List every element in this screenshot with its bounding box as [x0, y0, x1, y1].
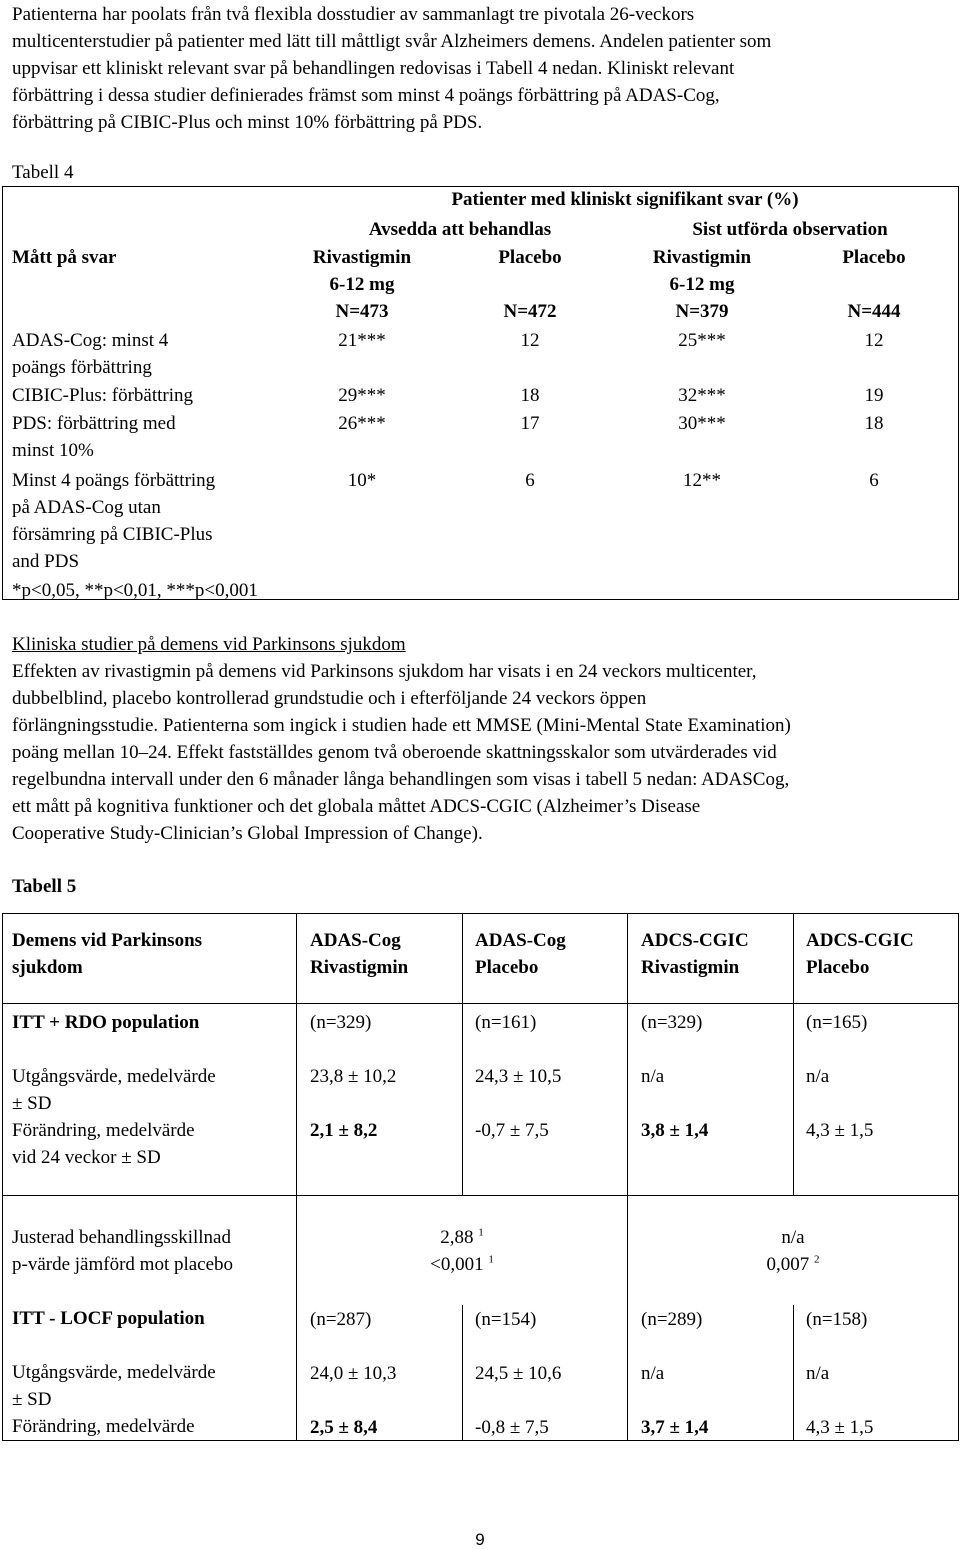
- text-line: regelbundna intervall under den 6 månader långa behandlingen som visas i tabell 5 nedan: ADASCog,: [12, 769, 790, 790]
- table5-header: Demens vid Parkinsons sjukdom: [12, 930, 203, 978]
- table4-cell: 25***: [678, 330, 726, 351]
- table4-cell: 32***: [678, 385, 726, 406]
- table5-cell: 23,8 ± 10,2: [310, 1066, 397, 1087]
- table4-cell: 10*: [347, 470, 377, 491]
- table4-col-placebo-locf: Placebo N=444: [842, 247, 906, 322]
- text-line: dubbelblind, placebo kontrollerad grundstudie och i efterföljande 24 veckors öppen: [12, 688, 647, 709]
- section-heading: Kliniska studier på demens vid Parkinsons sjukdom: [12, 634, 406, 655]
- table5-cell: 24,3 ± 10,5: [475, 1066, 562, 1087]
- table4-cell: 6: [525, 470, 535, 491]
- page-number: 9: [475, 1530, 485, 1549]
- table4-cell: 21***: [338, 330, 386, 351]
- table4-row-label: CIBIC-Plus: förbättring: [12, 385, 194, 406]
- table4-row-label: ADAS-Cog: minst 4 poängs förbättring: [12, 330, 169, 378]
- table5-cell: (n=165): [806, 1012, 868, 1033]
- intro-paragraph: [12, 1, 952, 136]
- table5-right-border: [958, 913, 959, 1441]
- table5-cell: (n=329): [310, 1012, 372, 1033]
- table5-left-border: [2, 913, 3, 1441]
- text-line: förbättring i dessa studier definierades främst som minst 4 poängs förbättring på ADAS-Cog,: [12, 85, 720, 106]
- table5-cell: -0,7 ± 7,5: [475, 1120, 549, 1141]
- table4-group-itt: Avsedda att behandlas: [368, 219, 552, 240]
- table4-cell: 12**: [683, 470, 721, 491]
- table4-group-locf: Sist utförda observation: [692, 219, 888, 240]
- table5-cell: (n=161): [475, 1012, 537, 1033]
- table5-cell: 4,3 ± 1,5: [806, 1120, 874, 1141]
- table5-cgic-adjusted: n/a 0,007 $^2$: [766, 1227, 820, 1275]
- table5-col-divider: [462, 913, 463, 1196]
- table5-cell: 24,0 ± 10,3: [310, 1363, 397, 1384]
- table5-header-divider: [2, 1003, 959, 1004]
- table4-left-border: [2, 186, 3, 600]
- table4-cell: 18: [520, 385, 540, 406]
- table5-cell: 24,5 ± 10,6: [475, 1363, 562, 1384]
- table5-top-border: [2, 913, 959, 914]
- table4-row-label: PDS: förbättring med minst 10%: [12, 413, 176, 461]
- table5-cell: n/a: [641, 1363, 665, 1384]
- table5-col-divider: [462, 1305, 463, 1441]
- text-line: poäng mellan 10–24. Effekt fastställdes genom två oberoende skattningsskalor som utvärderades vid: [12, 742, 777, 763]
- table4-cell: 19: [864, 385, 884, 406]
- table5-title: Tabell 5: [12, 876, 77, 897]
- table5-header: ADAS-Cog Placebo: [475, 930, 566, 978]
- table4-row-label: Minst 4 poängs förbättring på ADAS-Cog utan försämring på CIBIC-Plus and PDS: [12, 470, 216, 572]
- table5-cell: 2,1 ± 8,2: [310, 1120, 378, 1141]
- table5-col-divider: [793, 1305, 794, 1441]
- table5-cell: (n=329): [641, 1012, 703, 1033]
- text-line: ett mått på kognitiva funktioner och det globala måttet ADCS-CGIC (Alzheimer’s Disease: [12, 796, 701, 817]
- table5-row-label: ITT - LOCF population: [12, 1308, 205, 1329]
- text-line: Cooperative Study-Clinician’s Global Impression of Change).: [12, 823, 483, 844]
- table5-cell: n/a: [806, 1363, 830, 1384]
- table4-measure-label: Mått på svar: [12, 247, 117, 268]
- table5-cell: n/a: [806, 1066, 830, 1087]
- table4-cell: 30***: [678, 413, 726, 434]
- text-line: förbättring på CIBIC-Plus och minst 10% förbättring på PDS.: [12, 112, 483, 133]
- table5-col-divider: [296, 913, 297, 1441]
- section-paragraph: [12, 658, 952, 847]
- table4-cell: 26***: [338, 413, 386, 434]
- table5-row-label: Utgångsvärde, medelvärde ± SD Förändring, medelvärde: [12, 1362, 216, 1437]
- table5-cell: (n=289): [641, 1309, 703, 1330]
- table4-cell: 29***: [338, 385, 386, 406]
- text-line: Effekten av rivastigmin på demens vid Parkinsons sjukdom har visats i en 24 veckors multicenter,: [12, 661, 757, 682]
- table5-col-divider: [793, 913, 794, 1196]
- table5-col-divider: [627, 913, 628, 1441]
- table5-header: ADCS-CGIC Rivastigmin: [641, 930, 749, 978]
- table4-cell: 12: [520, 330, 540, 351]
- table5-cell: (n=154): [475, 1309, 537, 1330]
- table4-cell: 12: [864, 330, 884, 351]
- table4-title: Tabell 4: [12, 162, 74, 183]
- table4-col-rivastigmin-locf: Rivastigmin 6-12 mg N=379: [652, 247, 752, 322]
- table5-cell: 3,8 ± 1,4: [641, 1120, 709, 1141]
- table5-row-label: Justerad behandlingsskillnad p-värde jämförd mot placebo: [12, 1227, 234, 1275]
- table5-cell: -0,8 ± 7,5: [475, 1417, 549, 1438]
- table5-header: ADCS-CGIC Placebo: [806, 930, 914, 978]
- table4-cell: 6: [869, 470, 879, 491]
- table4-cell: 18: [864, 413, 884, 434]
- text-line: Patienterna har poolats från två flexibla dosstudier av sammanlagt tre pivotala 26-veckors: [12, 4, 695, 25]
- table4-col-rivastigmin-itt: Rivastigmin 6-12 mg N=473: [312, 247, 412, 322]
- table5-row-label: ITT + RDO population: [12, 1012, 200, 1033]
- text-line: multicenterstudier på patienter med lätt till måttligt svår Alzheimers demens. Andelen patienter som: [12, 31, 772, 52]
- text-line: förlängningsstudie. Patienterna som ingick i studien hade ett MMSE (Mini-Mental State Examination): [12, 715, 791, 736]
- table5-cell: (n=158): [806, 1309, 868, 1330]
- table5-cell: 4,3 ± 1,5: [806, 1417, 874, 1438]
- table5-row-label: Utgångsvärde, medelvärde ± SD Förändring, medelvärde vid 24 veckor ± SD: [12, 1066, 216, 1168]
- table4-cell: 17: [520, 413, 540, 434]
- table5-cell: 3,7 ± 1,4: [641, 1417, 709, 1438]
- table4-right-border: [958, 186, 959, 600]
- text-line: uppvisar ett kliniskt relevant svar på behandlingen redovisas i Tabell 4 nedan. Kliniskt relevant: [12, 58, 735, 79]
- table4-header-main: Patienter med kliniskt signifikant svar (%): [451, 189, 799, 210]
- table4-footnote: *p<0,05, **p<0,01, ***p<0,001: [12, 580, 258, 601]
- table5-cell: n/a: [641, 1066, 665, 1087]
- table5-divider: [2, 1195, 959, 1196]
- table5-adas-adjusted: 2,88 $^1$ <0,001 $^1$: [430, 1226, 494, 1275]
- table5-header: ADAS-Cog Rivastigmin: [310, 930, 409, 978]
- table5-cell: 2,5 ± 8,4: [310, 1417, 378, 1438]
- table4-col-placebo-itt: Placebo N=472: [498, 247, 562, 322]
- table5-cell: (n=287): [310, 1309, 372, 1330]
